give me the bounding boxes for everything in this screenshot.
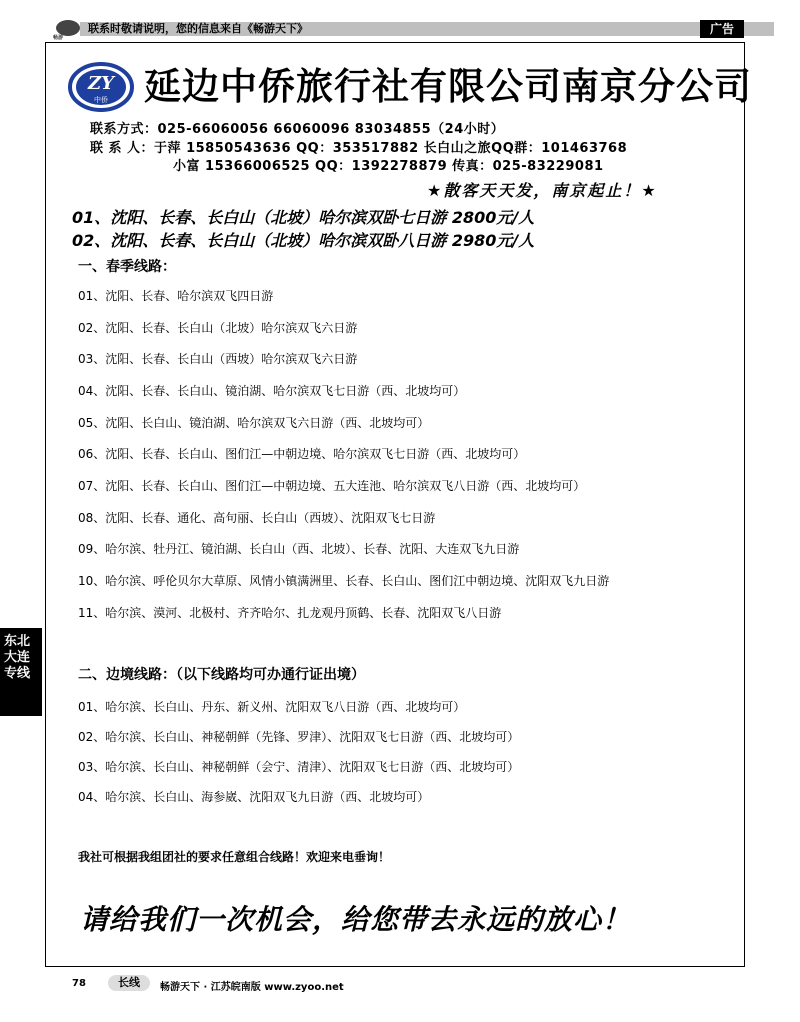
spring-route: 08、沈阳、长春、通化、高句丽、长白山（西坡）、沈阳双飞七日游 — [78, 511, 436, 525]
border-route: 02、哈尔滨、长白山、神秘朝鲜（先锋、罗津）、沈阳双飞七日游（西、北坡均可） — [78, 730, 520, 744]
spring-route: 10、哈尔滨、呼伦贝尔大草原、风情小镇满洲里、长春、长白山、图们江中朝边境、沈阳双飞九日游 — [78, 574, 610, 588]
side-tab-line: 东北 — [4, 634, 31, 649]
spring-route: 09、哈尔滨、牡丹江、镜泊湖、长白山（西、北坡）、长春、沈阳、大连双飞九日游 — [78, 542, 520, 556]
contact-line-1: 联系方式：025-66060056 66060096 83034855（24小时） — [90, 122, 505, 137]
spring-route: 01、沈阳、长春、哈尔滨双飞四日游 — [78, 289, 274, 303]
company-logo-text: 中侨 — [94, 96, 108, 104]
page-number: 78 — [72, 978, 86, 989]
trust-slogan: 请给我们一次机会，给您带去永远的放心！ — [80, 903, 632, 936]
source-notice: 联系时敬请说明，您的信息来自《畅游天下》 — [88, 22, 308, 35]
spring-route: 02、沈阳、长春、长白山（北坡）哈尔滨双飞六日游 — [78, 321, 358, 335]
company-logo-icon — [68, 62, 134, 112]
border-route: 03、哈尔滨、长白山、神秘朝鲜（会宁、清津）、沈阳双飞七日游（西、北坡均可） — [78, 760, 520, 774]
spring-route: 04、沈阳、长春、长白山、镜泊湖、哈尔滨双飞七日游（西、北坡均可） — [78, 384, 466, 398]
side-tab-line: 专线 — [4, 666, 31, 681]
spring-route: 05、沈阳、长白山、镜泊湖、哈尔滨双飞六日游（西、北坡均可） — [78, 416, 430, 430]
magazine-logo-text: 畅游 — [53, 35, 64, 41]
spring-route: 07、沈阳、长春、长白山、图们江—中朝边境、五大连池、哈尔滨双飞八日游（西、北坡均可） — [78, 479, 586, 493]
svg-text:ZY: ZY — [88, 73, 114, 94]
publication-info: 畅游天下 · 江苏皖南版 www.zyoo.net — [160, 982, 344, 993]
promo-route-1: 01、沈阳、长春、长白山（北坡）哈尔滨双卧七日游 2800元/人 — [72, 208, 535, 227]
section-border-title: 二、边境线路：（以下线路均可办通行证出境） — [78, 667, 365, 683]
section-spring-title: 一、春季线路： — [78, 259, 176, 275]
promo-route-2: 02、沈阳、长春、长白山（北坡）哈尔滨双卧八日游 2980元/人 — [72, 231, 535, 250]
spring-route: 03、沈阳、长春、长白山（西坡）哈尔滨双飞六日游 — [78, 352, 358, 366]
border-route: 04、哈尔滨、长白山、海参崴、沈阳双飞九日游（西、北坡均可） — [78, 790, 430, 804]
custom-route-note: 我社可根据我组团社的要求任意组合线路！欢迎来电垂询！ — [78, 850, 391, 864]
border-route: 01、哈尔滨、长白山、丹东、新义州、沈阳双飞八日游（西、北坡均可） — [78, 700, 466, 714]
spring-route: 11、哈尔滨、漠河、北极村、齐齐哈尔、扎龙观丹顶鹤、长春、沈阳双飞八日游 — [78, 606, 502, 620]
top-bar — [0, 0, 800, 42]
contact-line-3: 小富 15366006525 QQ：1392278879 传真：025-83229081 — [173, 159, 604, 174]
side-tab-line: 大连 — [4, 650, 31, 665]
footer-badge: 长线 — [108, 975, 150, 991]
daily-departure-slogan: ★散客天天发，南京起止！★ — [427, 181, 658, 200]
ad-label: 广告 — [700, 20, 744, 38]
spring-route: 06、沈阳、长春、长白山、图们江—中朝边境、哈尔滨双飞七日游（西、北坡均可） — [78, 447, 526, 461]
section-side-tab — [0, 628, 42, 716]
company-name: 延边中侨旅行社有限公司南京分公司 — [144, 65, 752, 108]
contact-line-2: 联 系 人：于萍 15850543636 QQ：353517882 长白山之旅QQ群：101463768 — [90, 141, 628, 156]
